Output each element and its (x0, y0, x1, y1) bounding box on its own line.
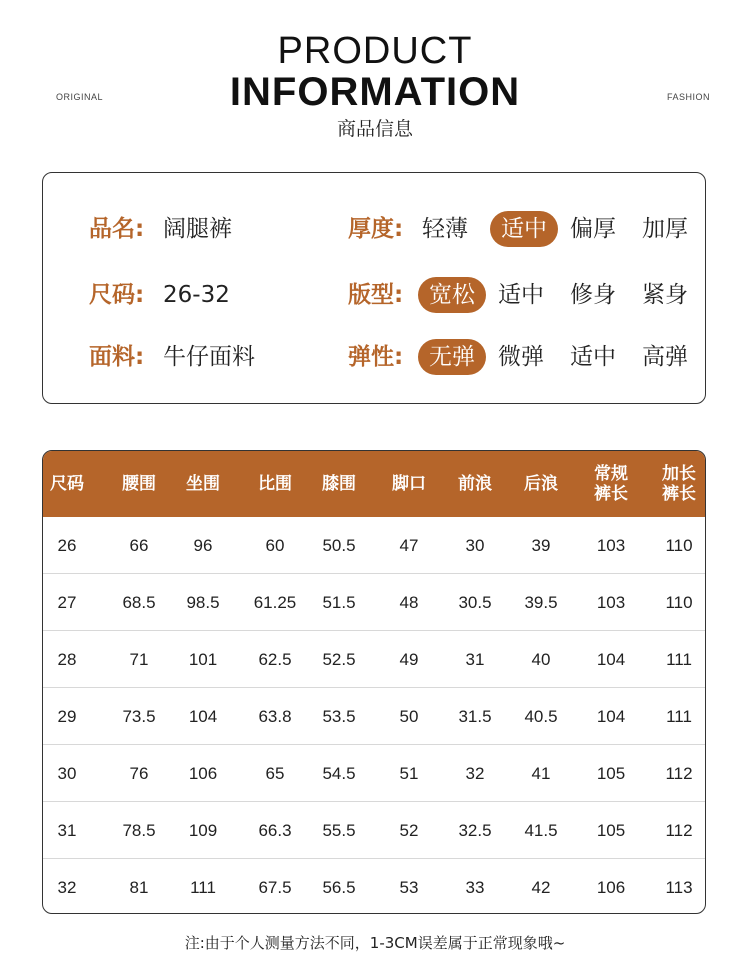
table-cell: 103 (596, 536, 626, 555)
thickness-option: 偏厚 (570, 216, 616, 242)
table-cell: 50 (399, 707, 419, 726)
table-cell: 109 (188, 821, 218, 840)
table-cell: 53.5 (322, 707, 356, 726)
table-header-cell: 前浪 (458, 474, 492, 494)
table-cell: 50.5 (322, 536, 356, 555)
fit-label: 版型: (348, 282, 404, 308)
table-cell: 54.5 (322, 764, 356, 783)
header-right-tag: FASHION (666, 92, 710, 102)
table-header-cell: 尺码 (50, 474, 84, 494)
table-cell: 49 (399, 650, 419, 669)
table-cell: 31 (465, 650, 485, 669)
thickness-label: 厚度: (348, 216, 404, 242)
product-info-box (42, 172, 706, 404)
table-cell: 31 (57, 821, 77, 840)
table-cell: 56.5 (322, 878, 356, 897)
table-cell: 78.5 (122, 821, 156, 840)
table-cell: 104 (596, 650, 626, 669)
fit-option: 紧身 (642, 282, 688, 308)
table-header-cell: 常规 裤长 (594, 464, 628, 504)
page-title-line1: PRODUCT (277, 30, 473, 72)
table-cell: 66 (129, 536, 149, 555)
table-cell: 52.5 (322, 650, 356, 669)
table-cell: 65 (265, 764, 285, 783)
elasticity-label: 弹性: (348, 344, 404, 370)
table-header-cell: 膝围 (322, 474, 356, 494)
table-header-cell: 腰围 (122, 474, 156, 494)
table-cell: 76 (129, 764, 149, 783)
table-row (43, 745, 705, 802)
table-cell: 98.5 (186, 593, 220, 612)
header-left-tag: ORIGINAL (56, 92, 104, 102)
page-subtitle: 商品信息 (336, 118, 413, 140)
table-cell: 32 (465, 764, 485, 783)
table-cell: 41 (531, 764, 551, 783)
table-row (43, 802, 705, 859)
table-header-cell: 加长 裤长 (662, 464, 696, 504)
table-cell: 112 (665, 821, 693, 840)
table-cell: 42 (531, 878, 551, 897)
table-cell: 62.5 (258, 650, 292, 669)
fit-option: 适中 (498, 282, 544, 308)
table-cell: 41.5 (524, 821, 558, 840)
table-cell: 40 (531, 650, 551, 669)
table-cell: 60 (265, 536, 285, 555)
name-value: 阔腿裤 (163, 216, 232, 242)
info-row-3 (43, 337, 705, 377)
table-cell: 47 (399, 536, 419, 555)
table-header-cell: 比围 (258, 474, 292, 494)
table-cell: 55.5 (322, 821, 356, 840)
table-row (43, 631, 705, 688)
table-cell: 32.5 (458, 821, 492, 840)
info-row-2 (43, 275, 705, 315)
table-cell: 63.8 (258, 707, 292, 726)
table-cell: 48 (399, 593, 419, 612)
table-cell: 40.5 (524, 707, 558, 726)
thickness-option: 轻薄 (422, 216, 468, 242)
table-row (43, 859, 705, 914)
table-cell: 105 (596, 821, 626, 840)
size-value: 26-32 (163, 282, 230, 308)
table-cell: 73.5 (122, 707, 156, 726)
elasticity-option: 适中 (570, 344, 616, 370)
info-row-1 (43, 209, 705, 249)
table-header-cell: 后浪 (524, 474, 558, 494)
page-title-line2: INFORMATION (229, 70, 521, 114)
table-cell: 26 (57, 536, 77, 555)
size-label: 尺码: (89, 282, 145, 308)
elasticity-option: 高弹 (642, 344, 688, 370)
fabric-value: 牛仔面料 (163, 344, 255, 370)
table-cell: 110 (665, 536, 693, 555)
fit-option: 修身 (570, 282, 616, 308)
table-cell: 33 (465, 878, 485, 897)
table-cell: 61.25 (253, 593, 297, 612)
table-cell: 52 (399, 821, 419, 840)
table-cell: 104 (596, 707, 626, 726)
table-cell: 96 (193, 536, 213, 555)
table-cell: 30 (57, 764, 77, 783)
table-cell: 31.5 (458, 707, 492, 726)
table-cell: 39.5 (524, 593, 558, 612)
table-cell: 51 (399, 764, 419, 783)
table-header-cell: 脚口 (392, 474, 426, 494)
table-cell: 32 (57, 878, 77, 897)
table-cell: 110 (665, 593, 693, 612)
table-cell: 111 (666, 650, 692, 669)
table-cell: 106 (596, 878, 626, 897)
table-cell: 112 (665, 764, 693, 783)
table-cell: 101 (188, 650, 218, 669)
table-cell: 67.5 (258, 878, 292, 897)
table-cell: 106 (188, 764, 218, 783)
table-cell: 30 (465, 536, 485, 555)
table-cell: 103 (596, 593, 626, 612)
elasticity-option: 微弹 (498, 344, 544, 370)
table-row (43, 574, 705, 631)
table-cell: 30.5 (458, 593, 492, 612)
name-label: 品名: (89, 216, 145, 242)
table-cell: 51.5 (322, 593, 356, 612)
fabric-label: 面料: (89, 344, 145, 370)
table-cell: 105 (596, 764, 626, 783)
table-cell: 104 (188, 707, 218, 726)
thickness-option: 适中 (490, 211, 558, 247)
table-cell: 68.5 (122, 593, 156, 612)
table-cell: 28 (57, 650, 77, 669)
table-cell: 39 (531, 536, 551, 555)
table-cell: 111 (190, 878, 216, 897)
table-cell: 53 (399, 878, 419, 897)
table-cell: 66.3 (258, 821, 292, 840)
measurement-note: 注:由于个人测量方法不同，1-3CM误差属于正常现象哦~ (184, 934, 566, 952)
size-table (42, 450, 706, 914)
table-row (43, 517, 705, 574)
table-cell: 81 (129, 878, 149, 897)
thickness-option: 加厚 (642, 216, 688, 242)
table-cell: 111 (666, 707, 692, 726)
table-cell: 71 (129, 650, 149, 669)
table-header-cell: 坐围 (186, 474, 220, 494)
fit-option: 宽松 (418, 277, 486, 313)
table-cell: 29 (57, 707, 77, 726)
size-table-header (43, 451, 705, 517)
table-cell: 113 (665, 878, 693, 897)
table-cell: 27 (57, 593, 77, 612)
elasticity-option: 无弹 (418, 339, 486, 375)
table-row (43, 688, 705, 745)
